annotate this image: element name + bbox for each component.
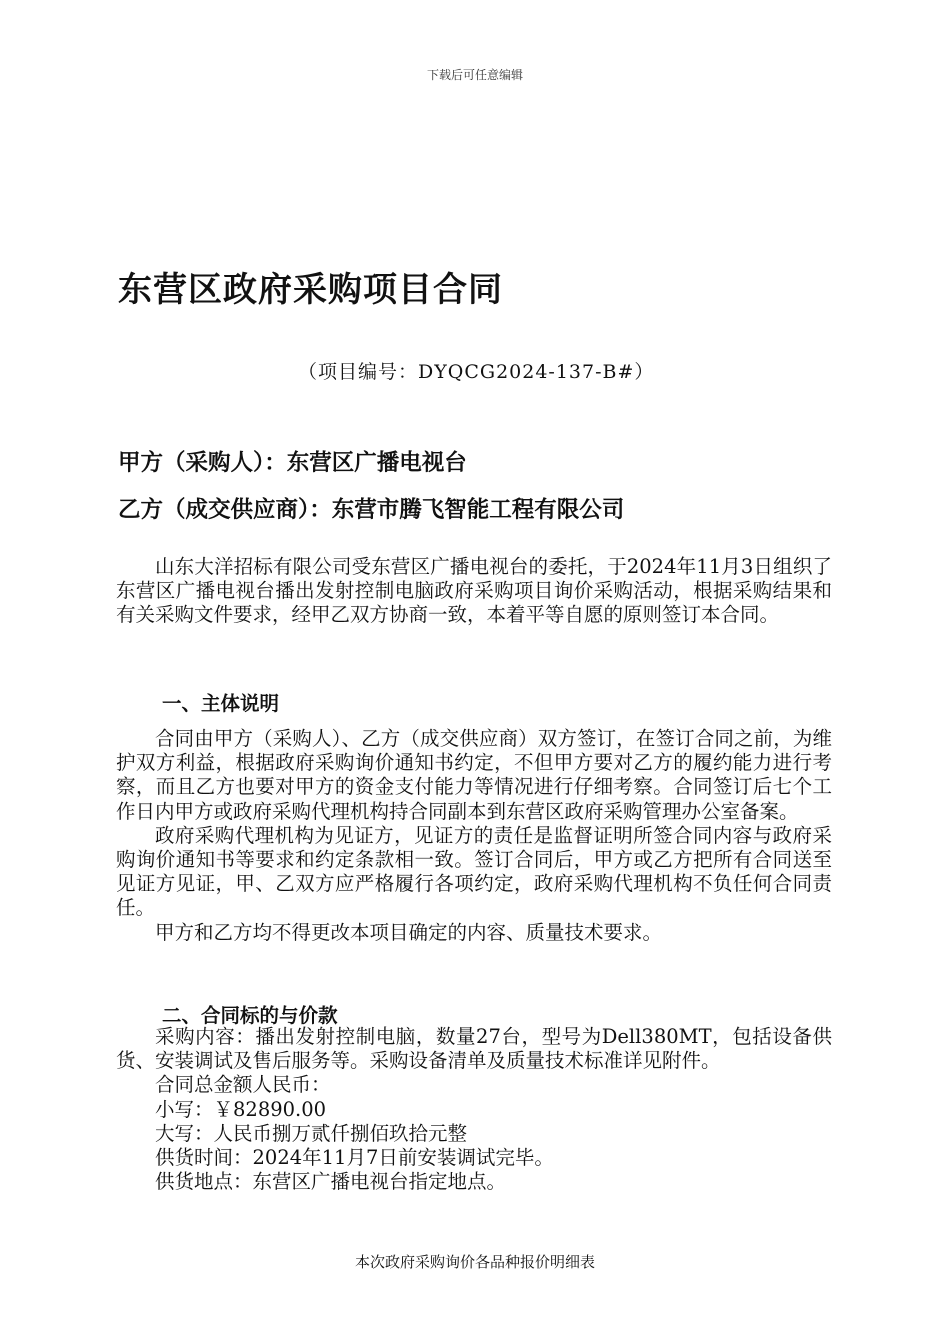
delivery-place: 供货地点：东营区广播电视台指定地点。: [155, 1170, 507, 1194]
delivery-time: 供货时间：2024年11月7日前安装调试完毕。: [155, 1146, 554, 1170]
amount-big: 大写：人民币捌万贰仟捌佰玖拾元整: [155, 1121, 468, 1145]
amount-small: 小写：￥82890.00: [155, 1097, 327, 1121]
footer-note: 本次政府采购询价各品种报价明细表: [354, 1253, 595, 1271]
intro-paragraph: [116, 555, 832, 628]
project-number: （项目编号：DYQCG2024-137-B#）: [298, 361, 655, 383]
section2-content-paragraph: 采购内容：播出发射控制电脑，数量27台，型号为Dell380MT，包括设备供货、安装调试及售后服务等。采购设备清单及质量技术标准详见附件。: [116, 1025, 832, 1073]
header-note: 下载后可任意编辑: [426, 68, 523, 82]
section2-heading: 二、合同标的与价款: [162, 1004, 338, 1027]
section1-paragraph: 政府采购代理机构为见证方，见证方的责任是监督证明所签合同内容与政府采购询价通知书等要求和约定条款相一致。签订合同后，甲方或乙方把所有合同送至见证方见证，甲、乙双方应严格履行各项约定，政府采购代理机构不负任何合同责任。: [116, 823, 832, 920]
contract-title: 东营区政府采购项目合同: [118, 270, 503, 310]
amount-label: 合同总金额人民币：: [155, 1073, 331, 1097]
intro-text: 山东大洋招标有限公司受东营区广播电视台的委托，于2024年11月3日组织了东营区广播电视台播出发射控制电脑政府采购项目询价采购活动，根据采购结果和有关采购文件要求，经甲乙双方协商一致，本着平等自愿的原则签订本合同。: [116, 555, 832, 627]
section1-heading: 一、主体说明: [162, 692, 280, 715]
section1-body: [116, 727, 832, 945]
party-a: 甲方（采购人）：东营区广播电视台: [118, 450, 467, 476]
section1-paragraph: 合同由甲方（采购人）、乙方（成交供应商）双方签订，在签订合同之前，为维护双方利益，根据政府采购询价通知书约定，不但甲方要对乙方的履约能力进行考察，而且乙方也要对甲方的资金支付能力等情况进行仔细考察。合同签订后七个工作日内甲方或政府采购代理机构持合同副本到东营区政府采购管理办公室备案。: [116, 727, 832, 823]
party-b: 乙方（成交供应商）：东营市腾飞智能工程有限公司: [118, 497, 625, 523]
section1-paragraph: 甲方和乙方均不得更改本项目确定的内容、质量技术要求。: [155, 920, 663, 944]
section2-body: [116, 1025, 832, 1194]
